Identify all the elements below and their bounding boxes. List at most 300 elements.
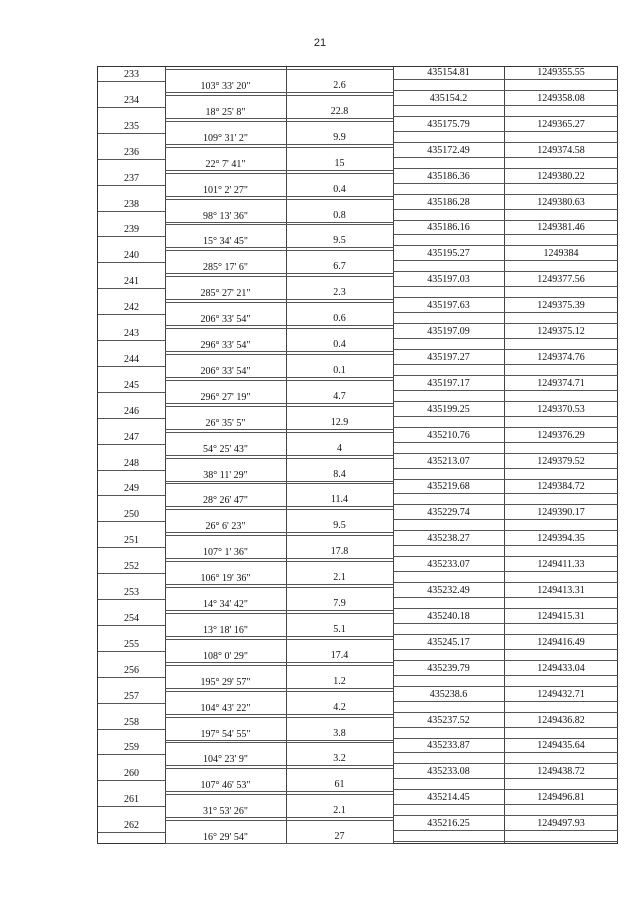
coordinate-y: 1249374.71 bbox=[537, 377, 585, 389]
segment-length: 61 bbox=[334, 779, 345, 791]
row-separator bbox=[98, 547, 165, 548]
row-separator bbox=[165, 328, 393, 329]
row-separator bbox=[98, 262, 165, 263]
row-separator bbox=[393, 701, 618, 702]
row-separator bbox=[165, 532, 393, 533]
point-id: 235 bbox=[124, 120, 139, 132]
coordinate-x: 435195.27 bbox=[427, 248, 470, 260]
coordinate-y: 1249370.53 bbox=[537, 403, 585, 415]
point-id: 237 bbox=[124, 172, 139, 184]
coordinate-x: 435154.81 bbox=[427, 67, 470, 78]
segment-angle: 22° 7' 41" bbox=[205, 158, 246, 170]
point-id: 244 bbox=[124, 353, 139, 365]
coordinate-y: 1249374.58 bbox=[537, 144, 585, 156]
row-separator bbox=[165, 299, 393, 300]
segment-length: 4 bbox=[337, 442, 342, 454]
row-separator bbox=[165, 173, 393, 174]
row-separator bbox=[165, 432, 393, 433]
row-separator bbox=[165, 665, 393, 666]
row-separator bbox=[98, 625, 165, 626]
coordinate-x: 435213.07 bbox=[427, 455, 470, 467]
point-id: 252 bbox=[124, 561, 139, 573]
point-id: 254 bbox=[124, 612, 139, 624]
segment-angle: 197° 54' 55" bbox=[200, 728, 251, 740]
coordinate-x: 435186.36 bbox=[427, 170, 470, 182]
row-separator bbox=[393, 105, 618, 106]
coordinate-x: 435214.45 bbox=[427, 792, 470, 804]
row-separator bbox=[165, 688, 393, 689]
row-separator bbox=[165, 199, 393, 200]
row-separator bbox=[98, 806, 165, 807]
coordinate-y: 1249435.64 bbox=[537, 740, 585, 752]
row-separator bbox=[393, 556, 618, 557]
segment-angle: 103° 33' 20" bbox=[200, 81, 251, 92]
row-separator bbox=[165, 170, 393, 171]
row-separator bbox=[165, 820, 393, 821]
row-separator bbox=[165, 506, 393, 507]
segment-length: 6.7 bbox=[333, 261, 346, 273]
row-separator bbox=[393, 815, 618, 816]
row-separator bbox=[393, 79, 618, 80]
row-separator bbox=[393, 209, 618, 210]
coordinate-y: 1249384.72 bbox=[537, 481, 585, 493]
row-separator bbox=[165, 147, 393, 148]
row-separator bbox=[393, 390, 618, 391]
point-id: 236 bbox=[124, 146, 139, 158]
segment-angle: 14° 34' 42" bbox=[203, 599, 248, 610]
segment-length: 0.8 bbox=[333, 209, 346, 221]
row-separator bbox=[165, 247, 393, 248]
coordinate-x: 435197.09 bbox=[427, 326, 470, 337]
coordinate-y: 1249374.76 bbox=[537, 351, 585, 363]
row-separator bbox=[98, 159, 165, 160]
coordinate-y: 1249433.04 bbox=[537, 662, 585, 674]
row-separator bbox=[393, 90, 618, 91]
row-separator bbox=[98, 81, 165, 82]
coordinate-y: 1249381.46 bbox=[537, 222, 585, 234]
segment-length: 17.4 bbox=[330, 649, 349, 661]
segment-length: 3.8 bbox=[333, 727, 346, 739]
segment-angle: 26° 6' 23" bbox=[205, 521, 246, 533]
row-separator bbox=[393, 763, 618, 764]
coordinate-y: 1249358.08 bbox=[537, 92, 585, 104]
row-separator bbox=[393, 830, 618, 831]
row-separator bbox=[165, 351, 393, 352]
point-id: 242 bbox=[124, 302, 139, 314]
row-separator bbox=[393, 427, 618, 428]
row-separator bbox=[393, 297, 618, 298]
row-separator bbox=[165, 429, 393, 430]
segment-angle: 16° 29' 54" bbox=[203, 832, 248, 844]
row-separator bbox=[393, 582, 618, 583]
segment-length: 3.2 bbox=[333, 753, 346, 765]
segment-angle: 109° 31' 2" bbox=[203, 132, 248, 144]
row-separator bbox=[393, 738, 618, 739]
coordinate-y: 1249415.31 bbox=[537, 610, 585, 622]
segment-angle: 107° 1' 36" bbox=[203, 547, 248, 559]
segment-angle: 15° 34' 45" bbox=[203, 236, 248, 248]
row-separator bbox=[393, 571, 618, 572]
coordinate-y: 1249384 bbox=[543, 248, 579, 260]
row-separator bbox=[393, 142, 618, 143]
row-separator bbox=[165, 276, 393, 277]
row-separator bbox=[393, 519, 618, 520]
coordinate-x: 435232.49 bbox=[427, 585, 470, 596]
segment-angle: 104° 23' 9" bbox=[203, 754, 248, 766]
segment-angle: 206° 33' 54" bbox=[200, 365, 251, 377]
segment-length: 0.1 bbox=[333, 364, 346, 376]
row-separator bbox=[98, 392, 165, 393]
segment-angle: 26° 35' 5" bbox=[205, 417, 246, 429]
point-id: 258 bbox=[124, 716, 139, 728]
segment-length: 1.2 bbox=[333, 675, 346, 687]
row-separator bbox=[98, 495, 165, 496]
row-separator bbox=[98, 599, 165, 600]
segment-angle: 195° 29' 57" bbox=[200, 676, 251, 688]
segment-length: 8.4 bbox=[333, 468, 346, 480]
row-separator bbox=[165, 587, 393, 588]
row-separator bbox=[98, 651, 165, 652]
point-id: 233 bbox=[124, 69, 139, 80]
segment-angle: 107° 46' 53" bbox=[200, 780, 251, 792]
segment-angle: 285° 27' 21" bbox=[200, 288, 251, 300]
row-separator bbox=[165, 69, 393, 70]
segment-length: 9.5 bbox=[333, 235, 346, 247]
row-separator bbox=[393, 271, 618, 272]
segment-length: 0.6 bbox=[333, 313, 346, 325]
row-separator bbox=[393, 234, 618, 235]
coordinates-table bbox=[97, 66, 618, 844]
row-separator bbox=[393, 712, 618, 713]
coordinate-x: 435216.25 bbox=[427, 818, 470, 830]
segment-angle: 104° 43' 22" bbox=[200, 702, 251, 714]
row-separator bbox=[165, 535, 393, 536]
segment-angle: 106° 19' 36" bbox=[200, 573, 251, 585]
row-separator bbox=[165, 458, 393, 459]
point-id: 260 bbox=[124, 768, 139, 780]
row-separator bbox=[393, 401, 618, 402]
coordinate-x: 435197.03 bbox=[427, 274, 470, 286]
segment-length: 15 bbox=[334, 157, 345, 169]
segment-angle: 18° 25' 8" bbox=[205, 106, 246, 118]
point-id: 240 bbox=[124, 250, 139, 262]
coordinate-x: 435154.2 bbox=[429, 92, 468, 104]
row-separator bbox=[165, 483, 393, 484]
page-number: 21 bbox=[313, 37, 327, 49]
segment-length: 12.9 bbox=[330, 416, 349, 428]
row-separator bbox=[165, 403, 393, 404]
row-separator bbox=[98, 314, 165, 315]
row-separator bbox=[393, 286, 618, 287]
row-separator bbox=[165, 558, 393, 559]
segment-angle: 108° 0' 29" bbox=[203, 650, 248, 662]
row-separator bbox=[393, 686, 618, 687]
row-separator bbox=[393, 116, 618, 117]
coordinate-x: 435240.18 bbox=[427, 610, 470, 622]
row-separator bbox=[98, 729, 165, 730]
row-separator bbox=[98, 236, 165, 237]
segment-angle: 28° 26' 47" bbox=[203, 495, 248, 507]
segment-angle: 206° 33' 54" bbox=[200, 314, 251, 326]
row-separator bbox=[393, 634, 618, 635]
row-separator bbox=[98, 366, 165, 367]
segment-angle: 285° 17' 6" bbox=[203, 262, 248, 274]
point-id: 238 bbox=[124, 198, 139, 210]
row-separator bbox=[165, 843, 393, 844]
row-separator bbox=[98, 470, 165, 471]
row-separator bbox=[165, 561, 393, 562]
row-separator bbox=[98, 832, 165, 833]
coordinate-y: 1249438.72 bbox=[537, 766, 585, 778]
row-separator bbox=[165, 325, 393, 326]
row-separator bbox=[393, 675, 618, 676]
coordinate-y: 1249380.63 bbox=[537, 196, 585, 208]
coordinate-y: 1249394.35 bbox=[537, 533, 585, 545]
segment-length: 5.1 bbox=[333, 623, 346, 635]
row-separator bbox=[98, 754, 165, 755]
point-id: 246 bbox=[124, 405, 139, 417]
point-id: 256 bbox=[124, 664, 139, 676]
row-separator bbox=[393, 349, 618, 350]
row-separator bbox=[393, 493, 618, 494]
row-separator bbox=[165, 610, 393, 611]
row-separator bbox=[165, 691, 393, 692]
segment-length: 11.4 bbox=[330, 494, 349, 506]
coordinate-x: 435199.25 bbox=[427, 403, 470, 415]
point-id: 250 bbox=[124, 509, 139, 521]
segment-length: 4.2 bbox=[333, 701, 346, 713]
coordinate-x: 435237.52 bbox=[427, 714, 470, 726]
segment-length: 2.1 bbox=[333, 805, 346, 817]
coordinate-x: 435175.79 bbox=[427, 118, 470, 130]
row-separator bbox=[165, 250, 393, 251]
segment-length: 9.9 bbox=[333, 131, 346, 143]
coordinate-y: 1249365.27 bbox=[537, 118, 585, 130]
row-separator bbox=[393, 608, 618, 609]
row-separator bbox=[393, 623, 618, 624]
row-separator bbox=[393, 416, 618, 417]
row-separator bbox=[393, 453, 618, 454]
row-separator bbox=[165, 222, 393, 223]
row-separator bbox=[165, 273, 393, 274]
row-separator bbox=[98, 211, 165, 212]
coordinate-x: 435219.68 bbox=[427, 481, 470, 493]
coordinate-x: 435233.87 bbox=[427, 740, 470, 752]
coordinate-y: 1249411.33 bbox=[537, 559, 585, 571]
row-separator bbox=[393, 545, 618, 546]
row-separator bbox=[165, 377, 393, 378]
point-id: 262 bbox=[124, 820, 139, 832]
coordinate-y: 1249390.17 bbox=[537, 507, 585, 519]
row-separator bbox=[393, 364, 618, 365]
row-separator bbox=[165, 791, 393, 792]
row-separator bbox=[393, 752, 618, 753]
row-separator bbox=[393, 479, 618, 480]
segment-length: 4.7 bbox=[333, 390, 346, 402]
row-separator bbox=[393, 649, 618, 650]
row-separator bbox=[98, 107, 165, 108]
row-separator bbox=[393, 789, 618, 790]
row-separator bbox=[393, 220, 618, 221]
row-separator bbox=[98, 185, 165, 186]
coordinate-y: 1249413.31 bbox=[537, 585, 585, 596]
segment-angle: 54° 25' 43" bbox=[203, 443, 248, 455]
row-separator bbox=[165, 95, 393, 96]
segment-length: 2.3 bbox=[333, 287, 346, 299]
segment-length: 27 bbox=[334, 831, 345, 843]
row-separator bbox=[165, 740, 393, 741]
coordinate-x: 435238.6 bbox=[429, 688, 468, 700]
row-separator bbox=[98, 573, 165, 574]
row-separator bbox=[393, 530, 618, 531]
coordinate-x: 435245.17 bbox=[427, 636, 470, 648]
row-separator bbox=[393, 597, 618, 598]
row-separator bbox=[165, 613, 393, 614]
coordinate-x: 435186.28 bbox=[427, 196, 470, 208]
coordinate-x: 435197.17 bbox=[427, 377, 470, 389]
point-id: 255 bbox=[124, 638, 139, 650]
row-separator bbox=[393, 841, 618, 842]
row-separator bbox=[165, 196, 393, 197]
coordinate-x: 435197.27 bbox=[427, 351, 470, 363]
row-separator bbox=[165, 742, 393, 743]
point-id: 247 bbox=[124, 431, 139, 443]
coordinate-y: 1249380.22 bbox=[537, 170, 585, 182]
coordinate-x: 435210.76 bbox=[427, 429, 470, 441]
coordinate-x: 435229.74 bbox=[427, 507, 470, 519]
row-separator bbox=[98, 521, 165, 522]
coordinate-y: 1249436.82 bbox=[537, 714, 585, 726]
coordinate-x: 435233.08 bbox=[427, 766, 470, 778]
row-separator bbox=[98, 444, 165, 445]
coordinate-y: 1249379.52 bbox=[537, 455, 585, 467]
coordinate-x: 435239.79 bbox=[427, 662, 470, 674]
coordinate-y: 1249377.56 bbox=[537, 274, 585, 286]
row-separator bbox=[165, 817, 393, 818]
point-id: 239 bbox=[124, 224, 139, 236]
point-id: 249 bbox=[124, 483, 139, 495]
segment-length: 22.8 bbox=[330, 105, 349, 117]
row-separator bbox=[165, 639, 393, 640]
row-separator bbox=[165, 768, 393, 769]
segment-angle: 101° 2' 27" bbox=[203, 184, 248, 196]
row-separator bbox=[393, 194, 618, 195]
point-id: 245 bbox=[124, 379, 139, 391]
row-separator bbox=[393, 260, 618, 261]
row-separator bbox=[393, 338, 618, 339]
row-separator bbox=[165, 509, 393, 510]
point-id: 241 bbox=[124, 276, 139, 288]
row-separator bbox=[393, 804, 618, 805]
row-separator bbox=[393, 245, 618, 246]
row-separator bbox=[165, 406, 393, 407]
row-separator bbox=[393, 504, 618, 505]
segment-angle: 38° 11' 29" bbox=[203, 469, 248, 481]
coordinate-y: 1249497.93 bbox=[537, 818, 585, 830]
point-id: 234 bbox=[124, 94, 139, 106]
coordinate-y: 1249432.71 bbox=[537, 688, 585, 700]
point-id: 248 bbox=[124, 457, 139, 469]
coordinate-y: 1249375.12 bbox=[537, 326, 585, 337]
coordinate-y: 1249376.29 bbox=[537, 429, 585, 441]
row-separator bbox=[393, 183, 618, 184]
row-separator bbox=[165, 662, 393, 663]
row-separator bbox=[165, 794, 393, 795]
row-separator bbox=[165, 717, 393, 718]
row-separator bbox=[165, 481, 393, 482]
coordinate-x: 435172.49 bbox=[427, 144, 470, 156]
row-separator bbox=[393, 312, 618, 313]
row-separator bbox=[393, 323, 618, 324]
row-separator bbox=[165, 118, 393, 119]
row-separator bbox=[393, 131, 618, 132]
row-separator bbox=[98, 133, 165, 134]
row-separator bbox=[98, 288, 165, 289]
row-separator bbox=[165, 636, 393, 637]
row-separator bbox=[165, 584, 393, 585]
segment-length: 9.5 bbox=[333, 520, 346, 532]
coordinate-y: 1249496.81 bbox=[537, 792, 585, 804]
row-separator bbox=[393, 168, 618, 169]
row-separator bbox=[393, 157, 618, 158]
segment-length: 7.9 bbox=[333, 598, 346, 609]
coordinate-x: 435197.63 bbox=[427, 300, 470, 312]
coordinate-x: 435186.16 bbox=[427, 222, 470, 234]
segment-angle: 13° 18' 16" bbox=[203, 624, 248, 636]
point-id: 259 bbox=[124, 742, 139, 754]
row-separator bbox=[98, 703, 165, 704]
row-separator bbox=[393, 375, 618, 376]
row-separator bbox=[165, 765, 393, 766]
segment-angle: 98° 13' 36" bbox=[203, 210, 248, 222]
row-separator bbox=[165, 92, 393, 93]
row-separator bbox=[165, 354, 393, 355]
point-id: 253 bbox=[124, 587, 139, 598]
segment-length: 2.1 bbox=[333, 572, 346, 584]
row-separator bbox=[393, 727, 618, 728]
row-separator bbox=[98, 340, 165, 341]
coordinate-x: 435238.27 bbox=[427, 533, 470, 545]
point-id: 251 bbox=[124, 535, 139, 547]
segment-angle: 31° 53' 26" bbox=[203, 806, 248, 818]
row-separator bbox=[165, 380, 393, 381]
coordinate-y: 1249355.55 bbox=[537, 67, 585, 78]
row-separator bbox=[165, 121, 393, 122]
segment-length: 2.6 bbox=[333, 80, 346, 91]
row-separator bbox=[393, 468, 618, 469]
row-separator bbox=[393, 778, 618, 779]
row-separator bbox=[165, 144, 393, 145]
segment-length: 17.8 bbox=[330, 546, 349, 558]
point-id: 261 bbox=[124, 794, 139, 806]
segment-length: 0.4 bbox=[333, 339, 346, 350]
row-separator bbox=[165, 302, 393, 303]
row-separator bbox=[98, 418, 165, 419]
row-separator bbox=[165, 224, 393, 225]
segment-angle: 296° 33' 54" bbox=[200, 340, 251, 351]
row-separator bbox=[393, 660, 618, 661]
row-separator bbox=[393, 442, 618, 443]
row-separator bbox=[165, 714, 393, 715]
segment-length: 0.4 bbox=[333, 183, 346, 195]
row-separator bbox=[98, 677, 165, 678]
point-id: 257 bbox=[124, 690, 139, 702]
coordinate-x: 435233.07 bbox=[427, 559, 470, 571]
row-separator bbox=[165, 455, 393, 456]
point-id: 243 bbox=[124, 328, 139, 339]
segment-angle: 296° 27' 19" bbox=[200, 391, 251, 403]
row-separator bbox=[98, 780, 165, 781]
